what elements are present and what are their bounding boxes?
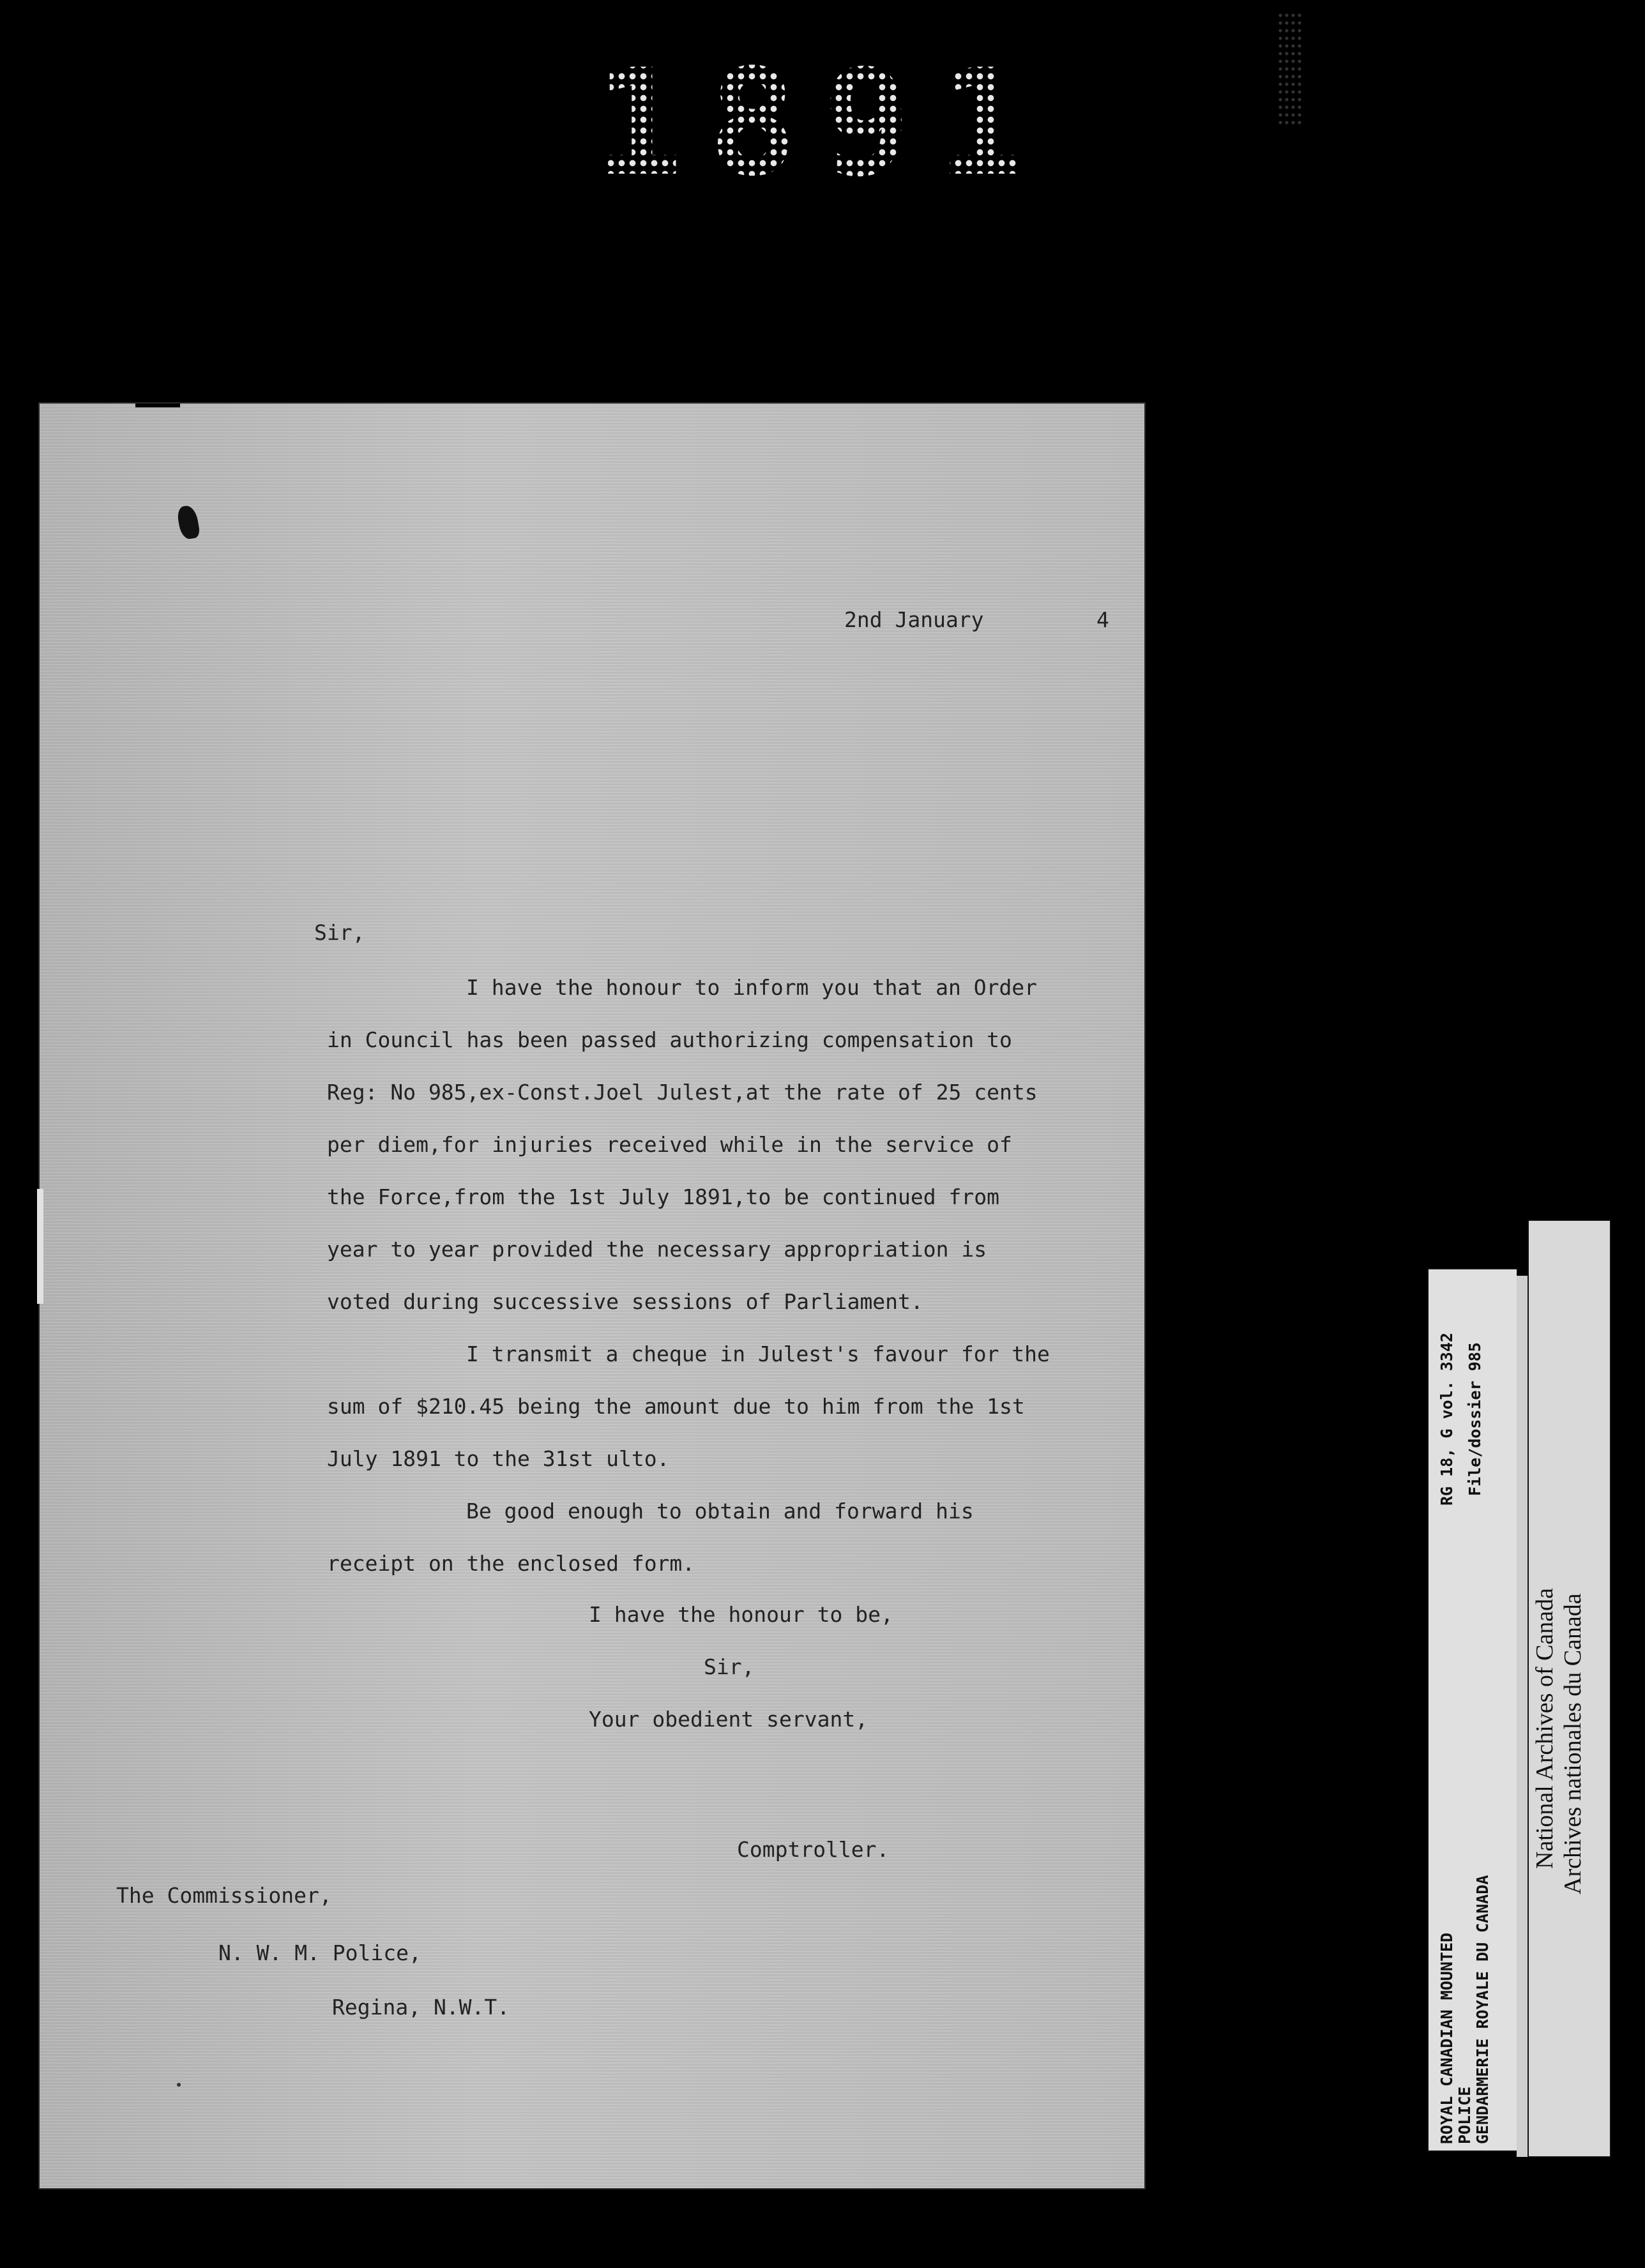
frame-year-text: 1891	[595, 38, 1050, 209]
body-line: receipt on the enclosed form.	[327, 1551, 695, 1576]
body-line: Be good enough to obtain and forward his	[466, 1499, 974, 1523]
letter-date: 2nd January	[844, 607, 984, 632]
address-line: The Commissioner,	[116, 1883, 332, 1908]
body-line: sum of $210.45 being the amount due to him from the 1st	[327, 1394, 1025, 1419]
label-archive-french: Archives nationales du Canada	[1559, 1593, 1586, 1894]
body-line: July 1891 to the 31st ulto.	[327, 1446, 670, 1471]
body-line: in Council has been passed authorizing compensation to	[327, 1027, 1012, 1052]
address-line: Regina, N.W.T.	[332, 1995, 510, 2020]
ink-blot	[176, 504, 201, 540]
paper-notch	[135, 404, 180, 407]
archive-name-label	[1529, 1221, 1610, 2156]
closing-line: Your obedient servant,	[589, 1707, 868, 1732]
label-org-line1: ROYAL CANADIAN MOUNTED	[1437, 1932, 1456, 2144]
body-line: per diem,for injuries received while in the service of	[327, 1132, 1012, 1157]
body-line: Reg: No 985,ex-Const.Joel Julest,at the rate of 25 cents	[327, 1080, 1038, 1105]
body-line: I have the honour to inform you that an Order	[466, 975, 1038, 1000]
body-line: year to year provided the necessary appropriation is	[327, 1237, 987, 1262]
label-org-line3: GENDARMERIE ROYALE DU CANADA	[1473, 1875, 1492, 2144]
label-file-number: File/dossier 985	[1466, 1342, 1484, 1496]
page-number: 4	[1096, 607, 1109, 632]
frame-perforation-mark	[1277, 11, 1303, 126]
label-reference: RG 18, G vol. 3342	[1437, 1333, 1456, 1506]
frame-year-dotted	[0, 38, 1645, 209]
body-line: voted during successive sessions of Parliament.	[327, 1289, 923, 1314]
body-line: I transmit a cheque in Julest's favour for the	[466, 1342, 1050, 1366]
body-line: the Force,from the 1st July 1891,to be continued from	[327, 1184, 999, 1209]
closing-line: I have the honour to be,	[589, 1602, 893, 1627]
salutation: Sir,	[314, 920, 365, 945]
paper-speck	[177, 2083, 181, 2087]
label-strip-tab	[1517, 1276, 1529, 2157]
signature-title: Comptroller.	[737, 1837, 890, 1862]
label-archive-english: National Archives of Canada	[1531, 1587, 1558, 1869]
archive-reference-label	[1429, 1269, 1517, 2151]
paper-edge-tear	[37, 1189, 43, 1304]
address-line: N. W. M. Police,	[218, 1940, 421, 1965]
label-org-line2: POLICE	[1455, 2086, 1474, 2144]
letter-page	[40, 404, 1144, 2188]
closing-line: Sir,	[704, 1654, 755, 1679]
